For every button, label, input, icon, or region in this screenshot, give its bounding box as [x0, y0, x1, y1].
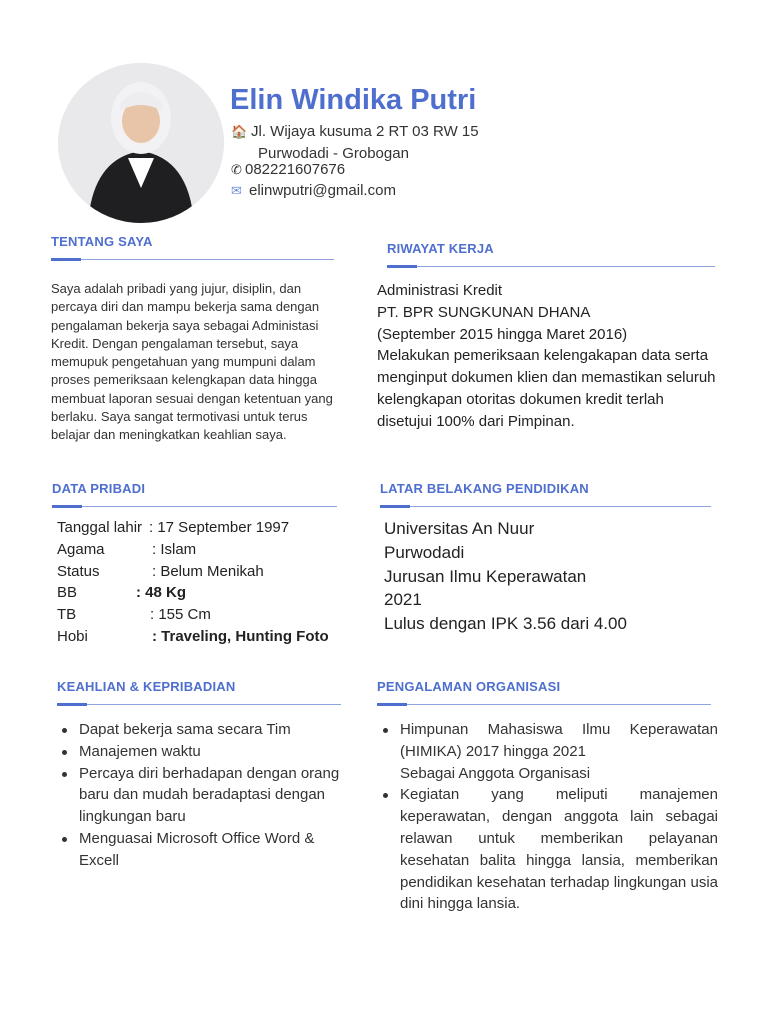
mail-icon: ✉ — [231, 183, 242, 199]
address-line-2: Purwodadi - Grobogan — [258, 145, 409, 162]
section-data-pribadi — [52, 481, 337, 507]
university-name: Universitas An Nuur — [384, 519, 535, 538]
section-divider — [380, 506, 711, 507]
section-divider — [57, 704, 341, 705]
phone-line — [231, 161, 345, 178]
gpa-text: Lulus dengan IPK 3.56 dari 4.00 — [384, 614, 627, 634]
job-period: (September 2015 hingga Maret 2016) — [377, 325, 628, 343]
email-address[interactable]: elinwputri@gmail.com — [249, 182, 396, 199]
list-item: Menguasai Microsoft Office Word & Excell — [57, 828, 347, 872]
section-title: TENTANG SAYA — [51, 234, 153, 249]
person-portrait-icon — [58, 63, 224, 223]
phone-number[interactable]: 082221607676 — [245, 161, 346, 178]
job-title: Administrasi Kredit — [377, 282, 503, 299]
house-icon: 🏠 — [231, 124, 248, 140]
person-name: Elin Windika Putri — [230, 84, 477, 116]
section-riwayat-kerja — [387, 241, 715, 267]
section-title: LATAR BELAKANG PENDIDIKAN — [380, 481, 589, 496]
profile-photo — [58, 63, 224, 223]
section-title: RIWAYAT KERJA — [387, 241, 494, 256]
personal-data-row: Tanggal lahir : 17 September 1997 — [57, 519, 290, 536]
section-pendidikan — [380, 481, 711, 507]
role-text: Sebagai Anggota Organisasi — [400, 764, 591, 782]
skills-list — [57, 719, 347, 872]
section-divider — [377, 704, 711, 705]
personal-data-table — [57, 517, 329, 648]
list-item: Kegiatan yang meliputi manajemen keperawatan, dengan anggota lain sebagai relawan untuk memberikan pelayanan kesehatan balita hingga lansia, memberikan pendidikan kesehatan terhadap lingkungan usia dini hingga lansia. — [378, 784, 718, 915]
personal-data-row: TB : 155 Cm — [57, 606, 211, 624]
about-text: Saya adalah pribadi yang jujur, disiplin, dan percaya diri dan mampu bekerja sama dengan pengalaman bekerja saya sebagai Administasi Kredit. Dengan pengalaman tersebut, saya memupuk pengetahuan yang mumpuni dalam proses pemeriksaan kelengkapan data hingga membuat laporan sesuai dengan ketentuan yang berlaku. Saya sangat termotivasi untuk terus belajar dan meningkatkan keahlian saya. — [51, 281, 333, 443]
list-item: Manajemen waktu — [57, 741, 347, 763]
address-line-1: 🏠 Jl. Wijaya kusuma 2 RT 03 RW 15 — [231, 123, 479, 140]
graduation-year: 2021 — [384, 590, 422, 610]
list-item: Percaya diri berhadapan dengan orang baru dan mudah beradaptasi dengan lingkungan baru — [57, 763, 347, 828]
job-description: Melakukan pemeriksaan kelengakapan data serta menginput dokumen klien dan memastikan seluruh kelengkapan otoritas dokumen kredit terlah disetujui 100% dari Pimpinan. — [377, 347, 716, 430]
work-history — [377, 280, 717, 433]
section-keahlian — [57, 679, 341, 705]
study-major: Jurusan Ilmu Keperawatan — [384, 566, 587, 586]
phone-icon: ✆ — [231, 162, 242, 178]
section-divider — [51, 259, 334, 260]
list-item: Himpunan Mahasiswa Ilmu Keperawatan (HIMIKA) 2017 hingga 2021 Sebagai Anggota Organisasi — [378, 719, 718, 784]
company-name: PT. BPR SUNGKUNAN DHANA — [377, 303, 591, 321]
email-line — [231, 182, 396, 199]
section-title: PENGALAMAN ORGANISASI — [377, 679, 561, 694]
section-divider — [52, 506, 337, 507]
list-item: Dapat bekerja sama secara Tim — [57, 719, 347, 741]
section-divider — [387, 266, 715, 267]
section-tentang-saya — [51, 234, 334, 260]
organization-list — [378, 719, 718, 915]
education-details — [384, 517, 627, 636]
personal-data-row: Hobi : Traveling, Hunting Foto — [57, 627, 329, 645]
section-title: KEAHLIAN & KEPRIBADIAN — [57, 679, 236, 694]
section-organisasi — [377, 679, 711, 705]
personal-data-row: Agama : Islam — [57, 540, 197, 558]
personal-data-row: Status : Belum Menikah — [57, 562, 264, 580]
section-title: DATA PRIBADI — [52, 481, 146, 496]
personal-data-row: BB : 48 Kg — [57, 584, 187, 602]
university-city: Purwodadi — [384, 542, 465, 562]
